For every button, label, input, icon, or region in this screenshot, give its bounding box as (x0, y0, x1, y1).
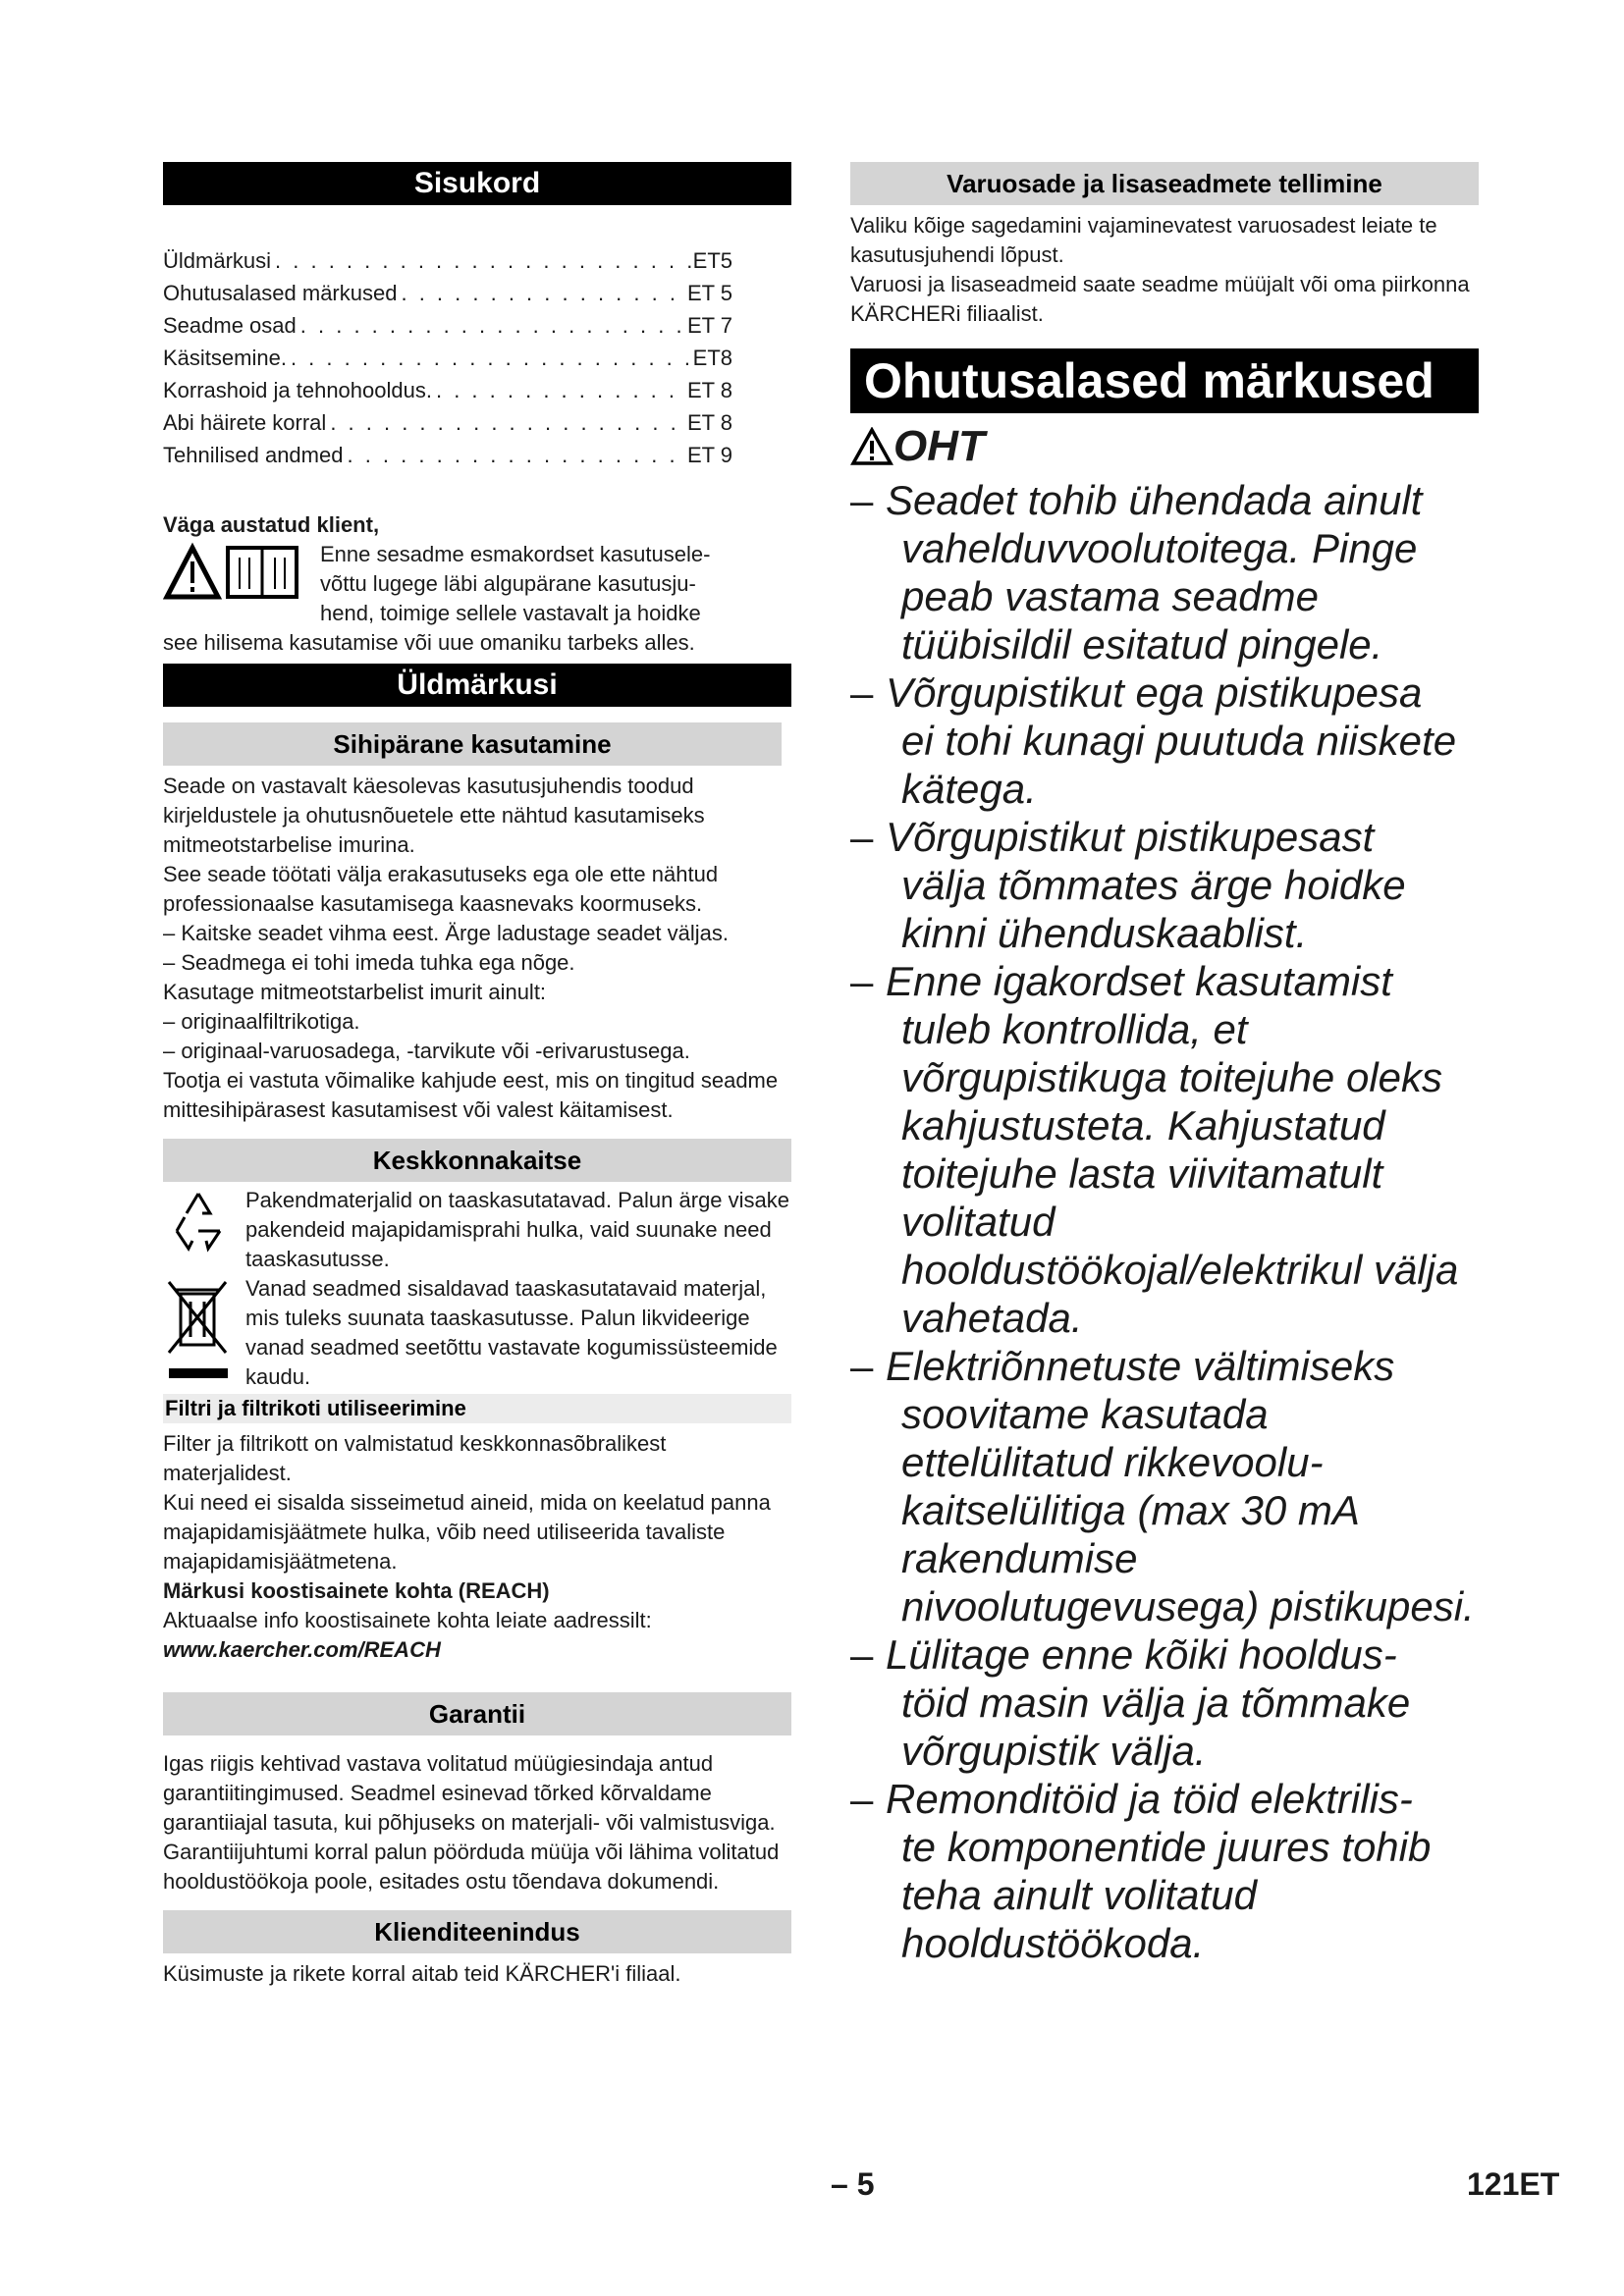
greeting-title: Väga austatud klient, (163, 512, 380, 537)
danger-label: OHT (850, 419, 1479, 474)
safety-item: – Elektriõnnetuste vältimiseks soovitame kasutada ettelülitatud rikkevoolu-kaitselülitiga (max 30 mA rakendumise nivoolutugevusega) pistikupesi. (850, 1343, 1475, 1629)
page-code: 121ET (1467, 2166, 1560, 2202)
manual-book-icon (228, 548, 297, 597)
warning-manual-icons (163, 540, 320, 628)
page-number: – 5 (831, 2166, 875, 2202)
danger-triangle-icon (850, 427, 893, 466)
toc-row: Seadme osad . . . ET 7 (163, 309, 732, 342)
safety-item: – Remonditöid ja töid elektrilis- te komponentide juures tohib teha ainult volitatud hooldustöökoda. (850, 1776, 1432, 1966)
weee-block: Vanad seadmed sisaldavad taaskasutatavaid materjal, mis tuleks suunata taaskasutusse. Palun likvideerige vanad seadmed seetõttu vastavate kogumissüsteemide kaudu. (163, 1274, 791, 1392)
filter-body: Filter ja filtrikott on valmistatud keskkonnasõbralikest materjalidest. Kui need ei sisalda sisseimetud aineid, mida on keelatud panna majapidamisjäätmete hulka, võib need utiliseerida tavaliste majapidamisjäätmetena. Märkusi koostisainete kohta (REACH) Aktuaalse info koostisainete kohta leiate aadressilt: www.kaercher.com/REACH (163, 1429, 791, 1665)
parts-body: Valiku kõige sagedamini vajaminevatest varuosadest leiate te kasutusjuhendi lõpust. Varuosi ja lisaseadmeid saate seadme müüjalt või oma piirkonna KÄRCHERi filiaalist. (850, 213, 1470, 326)
toc-row: Korrashoid ja tehnohooldus. . . . ET 8 (163, 374, 732, 406)
toc-row: Ohutusalased märkused . . . ET 5 (163, 277, 732, 309)
toc-row: Abi häirete korral . . . ET 8 (163, 406, 732, 439)
greeting-block: Enne sesadme esmakordset kasutusele- võttu lugege läbi algupärane kasutusju- hend, toimige sellele vastavalt ja hoidke (163, 540, 791, 628)
safety-item: – Võrgupistikut ega pistikupesa ei tohi kunagi puutuda niiskete kätega. (850, 669, 1457, 812)
filter-disposal-heading: Filtri ja filtrikoti utiliseerimine (163, 1394, 791, 1423)
general-heading: Üldmärkusi (163, 664, 791, 707)
toc-row: Tehnilised andmed . . . ET 9 (163, 439, 732, 471)
greeting-last-line: see hilisema kasutamise või uue omaniku tarbeks alles. (163, 630, 695, 655)
warning-triangle-icon (163, 540, 320, 628)
toc-row: Üldmärkusi . . . ET5 (163, 244, 732, 277)
safety-item: – Seadet tohib ühendada ainult vahelduvvoolutoitega. Pinge peab vastama seadme tüübisildil esitatud pingele. (850, 477, 1423, 667)
parts-heading: Varuosade ja lisaseadmete tellimine (850, 162, 1479, 205)
toc-row: Käsitsemine. . . . ET8 (163, 342, 732, 374)
environment-heading: Keskkonnakaitse (163, 1139, 791, 1182)
reach-link[interactable]: www.kaercher.com/REACH (163, 1637, 441, 1662)
recycle-block: Pakendmaterjalid on taaskasutatavad. Palun ärge visake pakendeid majapidamisprahi hulka, vaid suunake need taaskasutusse. (163, 1186, 791, 1274)
service-text: Küsimuste ja rikete korral aitab teid KÄRCHER'i filiaal. (163, 1961, 681, 1986)
safety-item: – Lülitage enne kõiki hooldus- töid masin välja ja tõmmake võrgupistik välja. (850, 1631, 1411, 1774)
table-of-contents (163, 244, 791, 471)
safety-item: – Enne igakordset kasutamist tuleb kontrollida, et võrgupistikuga toitejuhe oleks kahjustusteta. Kahjustatud toitejuhe lasta viivitamatult volitatud hooldustöökojal/elektrikul välja vahetada. (850, 958, 1459, 1341)
warranty-heading: Garantii (163, 1692, 791, 1735)
crossed-bin-icon (163, 1274, 245, 1392)
safety-list (850, 476, 1479, 1967)
right-column (850, 162, 1479, 1967)
left-column (163, 162, 791, 1989)
purpose-body: Seade on vastavalt käesolevas kasutusjuhendis toodud kirjeldustele ja ohutusnõuetele ette nähtud kasutamiseks mitmeotstarbelise imurina. See seade töötati välja erakasutuseks ega ole ette nähtud professionaalse kasutamisega kaasnevaks koormuseks. – Kaitske seadet vihma eest. Ärge ladustage seadet väljas. – Seadmega ei tohi imeda tuhka ega nõge. Kasutage mitmeotstarbelist imurit ainult: – originaalfiltrikotiga. – originaal-varuosadega, -tarvikute või -erivarustusega. Tootja ei vastuta võimalike kahjude eest, mis on tingitud seadme mittesihipärasest kasutamisest või valest käitamisest. (163, 774, 779, 1122)
safety-item: – Võrgupistikut pistikupesast välja tõmmates ärge hoidke kinni ühenduskaablist. (850, 814, 1406, 956)
warranty-text: Igas riigis kehtivad vastava volitatud müügiesindaja antud garantiitingimused. Seadmel esinevad tõrked kõrvaldame garantiiajal tasuta, kui põhjuseks on materjali- või valmistusviga. Garantiijuhtumi korral palun pöörduda müüja või lähima volitatud hooldustöökoja poole, esitades ostu tõendava dokumendi. (163, 1751, 780, 1894)
recycle-icon (163, 1186, 245, 1274)
safety-heading: Ohutusalased märkused (850, 348, 1479, 413)
service-heading: Klienditeenindus (163, 1910, 791, 1953)
toc-heading: Sisukord (163, 162, 791, 205)
purpose-heading: Sihipärane kasutamine (163, 722, 782, 766)
